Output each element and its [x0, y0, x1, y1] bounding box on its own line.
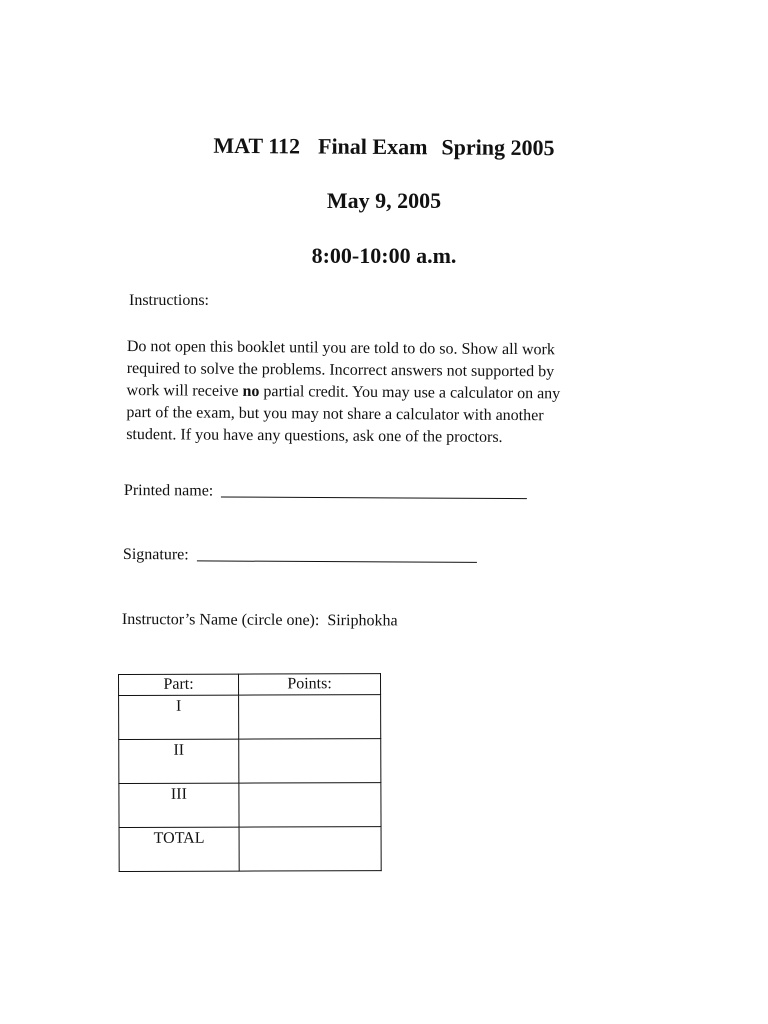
score-table	[118, 673, 382, 872]
signature-field[interactable]	[197, 559, 477, 562]
exam-date: May 9, 2005	[326, 188, 442, 213]
course-code: MAT 112	[213, 132, 301, 159]
printed-name-row	[124, 482, 527, 502]
part-header: Part:	[119, 674, 239, 695]
instructions-text: work will receive	[126, 381, 243, 400]
points-cell[interactable]	[239, 827, 381, 871]
instructions-heading: Instructions:	[129, 292, 209, 309]
points-cell[interactable]	[239, 695, 381, 739]
part-cell: TOTAL	[119, 827, 239, 871]
exam-name: Final Exam	[317, 133, 428, 160]
points-header: Points:	[239, 674, 381, 695]
signature-row	[123, 546, 477, 566]
exam-title	[0, 131, 768, 162]
instructions-emphasis: no	[242, 382, 260, 401]
instructions-line: student. If you have any questions, ask one of the proctors.	[126, 425, 503, 446]
instructions-line: part of the exam, but you may not share a calculator with another	[126, 403, 544, 425]
instructions-line: Do not open this booklet until you are told to do so. Show all work	[126, 337, 555, 359]
instructor-label: Instructor’s Name (circle one):	[121, 611, 320, 630]
printed-name-label: Printed name:	[123, 482, 214, 500]
part-cell: III	[119, 783, 239, 827]
printed-name-field[interactable]	[221, 496, 527, 500]
instructions-line: required to solve the problems. Incorrect answers not supported by	[126, 359, 555, 381]
table-row	[119, 783, 381, 828]
instructor-option[interactable]: Siriphokha	[327, 612, 398, 630]
part-cell: II	[119, 739, 239, 783]
exam-time: 8:00-10:00 a.m.	[311, 243, 457, 268]
instructions-body	[126, 336, 617, 450]
signature-label: Signature:	[122, 546, 189, 564]
exam-term: Spring 2005	[441, 134, 555, 161]
score-table-header	[119, 674, 381, 696]
instructor-row	[122, 611, 398, 630]
table-row	[119, 695, 381, 740]
table-row	[119, 827, 381, 872]
points-cell[interactable]	[239, 739, 381, 783]
part-cell: I	[119, 695, 239, 739]
table-row	[119, 739, 381, 784]
points-cell[interactable]	[239, 783, 381, 827]
instructions-text: partial credit. You may use a calculator on any	[259, 383, 561, 403]
